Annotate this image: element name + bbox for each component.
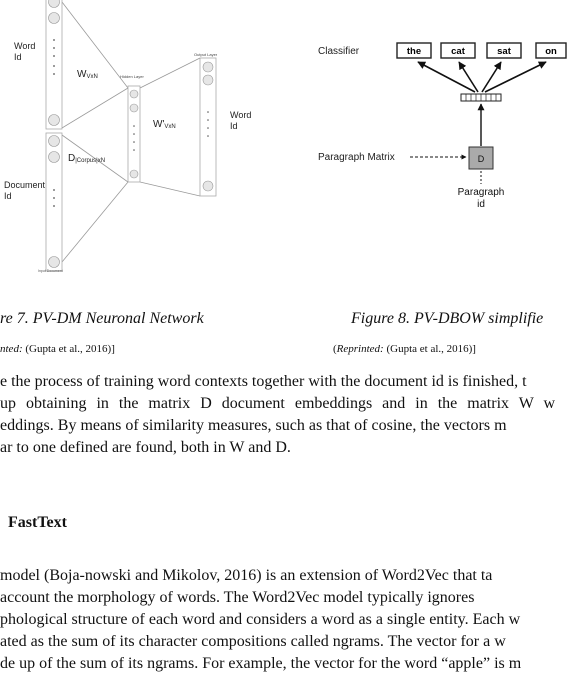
paragraph-1 [0, 371, 576, 459]
connection-line [62, 182, 128, 262]
paragraph-line: ated as the sum of its character compositions called ngrams. The vector for a w [0, 633, 506, 650]
document-id-text: Document Id [4, 180, 46, 201]
paragraph-matrix-label: Paragraph Matrix [318, 152, 395, 163]
svg-text:on: on [545, 46, 557, 57]
svg-text:the: the [406, 46, 422, 57]
svg-text:cat: cat [451, 46, 465, 57]
word-box-the [397, 43, 431, 58]
word-box-cat [441, 43, 475, 58]
paragraph-id-line2: id [477, 199, 485, 210]
connection-line [140, 182, 200, 196]
paragraph-line: e the process of training word contexts together with the document id is finished, t [0, 373, 527, 390]
figure-8-reprint: (Reprinted: (Gupta et al., 2016)] [333, 343, 476, 355]
paragraph-line: phological structure of each word and considers a word as a single entity. Each w [0, 611, 521, 628]
connection-line [140, 58, 200, 88]
paragraph-line: eddings. By means of similarity measures, such as that of cosine, the vectors m [0, 417, 507, 434]
paragraph-2 [0, 565, 576, 675]
w-matrix-label: WVxN [77, 69, 98, 80]
figure-7-caption: re 7. PV-DM Neuronal Network [0, 310, 204, 327]
output-arrows [418, 62, 546, 92]
figure-8-pv-dbow-diagram [310, 30, 576, 220]
paragraph-line: de up of the sum of its ngrams. For example, the vector for the word “apple” is m [0, 655, 522, 672]
word-id-right-text: Word Id [230, 110, 252, 131]
paragraph-line: model (Boja-nowski and Mikolov, 2016) is an extension of Word2Vec that ta [0, 567, 493, 584]
word-id-text: Word Id [14, 41, 36, 62]
connection-line [62, 88, 128, 128]
d-matrix-label: D|Corpus|xN [68, 153, 106, 164]
d-box-label: D [477, 154, 485, 164]
input-document-label: Input Document [38, 269, 63, 273]
paragraph-line: ar to one defined are found, both in W and D. [0, 439, 291, 456]
classifier-label: Classifier [318, 46, 360, 57]
paragraph-id-line1: Paragraph [457, 187, 505, 198]
figure-7-pv-dm-diagram [0, 0, 270, 280]
hidden-layer-label: Hidden Layer [120, 74, 144, 79]
paragraph-vector [461, 94, 501, 101]
section-heading: FastText [8, 514, 67, 531]
word-box-on [536, 43, 566, 58]
figure-8-caption: Figure 8. PV-DBOW simplifie [351, 310, 544, 327]
figure-7-reprint: nted: (Gupta et al., 2016)] [0, 343, 115, 355]
svg-text:sat: sat [497, 46, 511, 57]
output-layer-label: Output Layer [194, 52, 218, 57]
paragraph-line: up obtaining in the matrix D document embeddings and in the matrix W w [0, 395, 556, 412]
paragraph-line: account the morphology of words. The Word2Vec model typically ignores [0, 589, 475, 606]
w-prime-matrix-label: W'VxN [153, 119, 176, 130]
word-box-sat [487, 43, 521, 58]
